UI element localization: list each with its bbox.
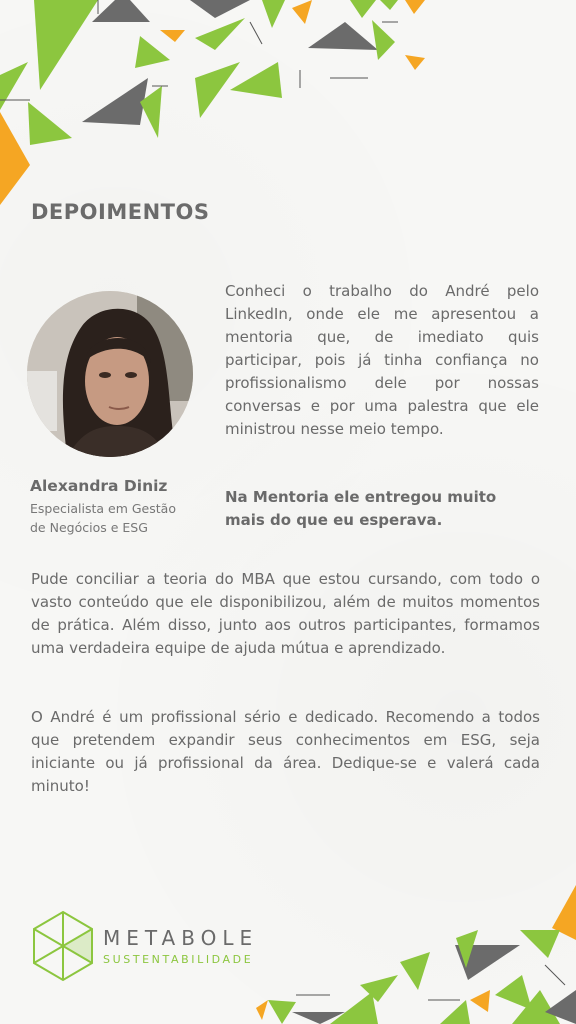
person-role-line2: de Negócios e ESG bbox=[30, 520, 148, 535]
testimonial-avatar bbox=[27, 291, 193, 457]
testimonial-intro: Conheci o trabalho do André pelo LinkedIn, onde ele me apresentou a mentoria que, de imediato quis participar, pois já tinha confiança no profissionalismo dele por nossas conversas e por uma palestra que ele ministrou nesse meio tempo. bbox=[225, 282, 539, 438]
person-name: Alexandra Diniz bbox=[30, 477, 168, 495]
person-role bbox=[30, 499, 215, 537]
brand-tagline: SUSTENTABILIDADE bbox=[103, 953, 254, 966]
testimonial-paragraph-2: O André é um profissional sério e dedicado. Recomendo a todos que pretendem expandir seus conhecimentos em ESG, seja iniciante ou já profissional da área. Dedique-se e valerá cada minuto! bbox=[31, 708, 540, 795]
page-title: DEPOIMENTOS bbox=[31, 200, 210, 224]
brand-logo bbox=[31, 910, 271, 982]
top-triangle-decoration bbox=[0, 0, 576, 210]
testimonial-paragraph-1: Pude conciliar a teoria do MBA que estou cursando, com todo o vasto conteúdo que ele disponibilizou, além de muitos momentos de prática. Além disso, junto aos outros participantes, formamos uma verdadeira equipe de ajuda mútua e aprendizado. bbox=[31, 570, 540, 657]
brand-name: METABOLE bbox=[103, 926, 259, 950]
hexagon-cube-logo-icon bbox=[31, 910, 95, 982]
testimonial-highlight: Na Mentoria ele entregou muito mais do que eu esperava. bbox=[225, 488, 497, 529]
person-role-line1: Especialista em Gestão bbox=[30, 501, 176, 516]
